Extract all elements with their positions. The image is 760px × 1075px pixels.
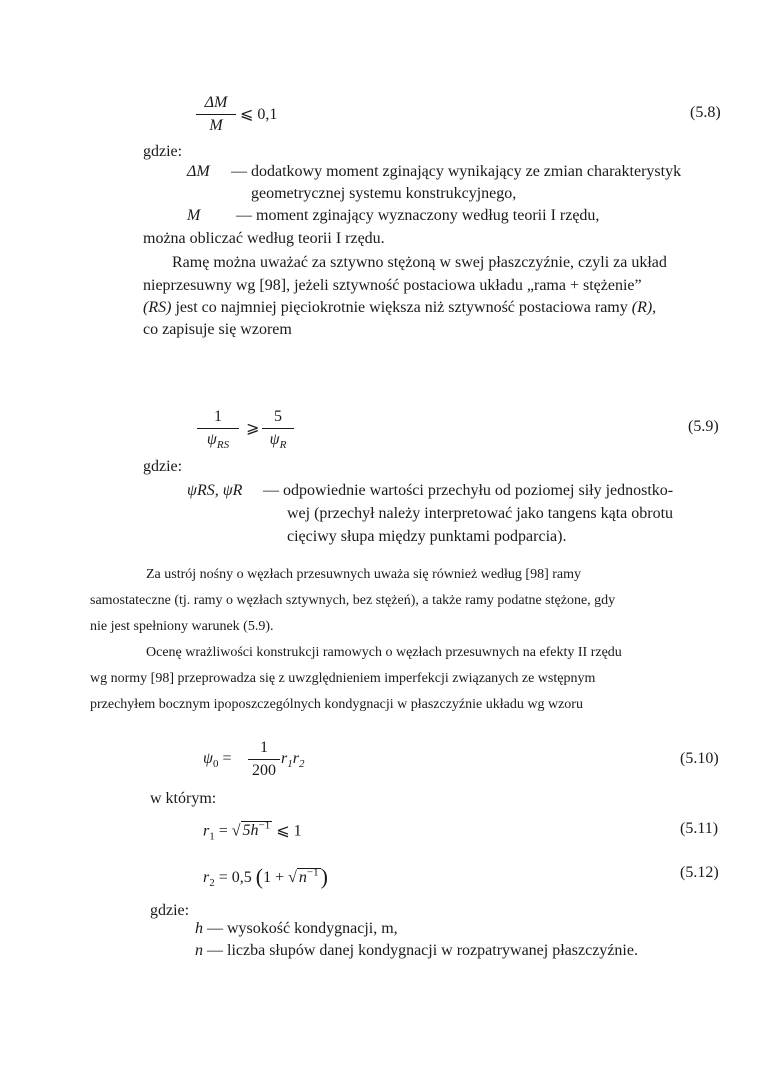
eq511-radicand (241, 820, 273, 840)
where3-label: gdzie: (150, 902, 190, 919)
para3-line3: przechyłem bocznym ipoposzczególnych kondygnacji w płaszczyźnie układu wg wzoru (90, 697, 583, 712)
para2-line1: Za ustrój nośny o węzłach przesuwnych uważa się również według [98] ramy (146, 567, 582, 582)
eq510-denominator: 200 (252, 762, 276, 779)
eq512-radicand (297, 867, 321, 887)
para1-line2: nieprzesuwny wg [98], jeżeli sztywność postaciowa układu „rama + stężenie” (143, 277, 642, 294)
para1-rs: (RS) (143, 299, 172, 316)
where1-dm-line1: — dodatkowy moment zginający wynikający ze zmian charakterystyk (231, 163, 682, 180)
eq510-lhs (203, 750, 231, 770)
eq512-rad-text: n (298, 869, 307, 886)
eq59-right-psi: ψ (269, 431, 280, 448)
where1-dm-symbol: ΔM (187, 163, 210, 180)
para3-line1: Ocenę wrażliwości konstrukcji ramowych o węzłach przesuwnych na efekty II rzędu (146, 645, 622, 660)
eq511-r: r (203, 822, 210, 840)
eq510-equals: = (222, 750, 232, 767)
eq59-right-denominator (262, 430, 294, 455)
where2-line1: — odpowiednie wartości przechyłu od poziomej siły jednostko- (263, 482, 674, 499)
para1-r: (R), (631, 299, 657, 316)
eq59-right-fraction (262, 407, 294, 455)
eq512-close-paren: ) (320, 864, 328, 889)
para1-line4: co zapisuje się wzorem (143, 321, 292, 338)
eq512-sub: 2 (209, 877, 215, 890)
para1-line3-text: jest co najmniej pięciokrotnie większa niż sztywność postaciowa ramy (171, 299, 632, 316)
eq512-equals: = (218, 869, 228, 886)
eq58-relation: ⩽ 0,1 (240, 106, 278, 123)
eq511-relation: ⩽ 1 (276, 822, 302, 840)
eq511-expression (203, 820, 302, 843)
where1-m-line: — moment zginający wyznaczony według teorii I rzędu, (236, 207, 600, 224)
eq59-right-bar (262, 428, 294, 429)
eq512-r: r (203, 869, 210, 886)
eq512-open-paren: ( (255, 864, 264, 889)
eq58-numerator: ΔM (204, 94, 228, 111)
eq510-number: (5.10) (680, 750, 719, 767)
eq512-coef: 0,5 (231, 869, 252, 886)
eq58-fraction-bar (196, 114, 236, 115)
para2-line3: nie jest spełniony warunek (5.9). (90, 619, 274, 634)
where2-line3: cięciwy słupa między punktami podparcia). (287, 528, 567, 545)
where3-n-symbol: n (195, 942, 203, 959)
eq512-one-plus: 1 + (263, 869, 285, 886)
eq510-r1: r (281, 750, 288, 767)
para1-line1: Ramę można uważać za sztywno stężoną w swej płaszczyźnie, czyli za układ (172, 254, 667, 271)
eq59-relation: ⩾ (246, 420, 260, 437)
eq58-fraction (196, 93, 236, 136)
eq511-rad-text: 5h (242, 822, 259, 840)
eq59-left-bar (197, 428, 239, 429)
eq59-left-psi: ψ (206, 431, 217, 448)
eq510-numerator: 1 (260, 739, 268, 756)
eq510-bar (248, 759, 280, 760)
where1-m-symbol: M (187, 207, 201, 224)
eq512-number: (5.12) (680, 864, 719, 881)
eq58-denominator: M (209, 117, 223, 134)
eq510-fraction (248, 738, 280, 781)
eq59-left-sub: RS (216, 439, 230, 452)
where3-n-line: — liczba słupów danej kondygnacji w rozpatrywanej płaszczyźnie. (207, 942, 638, 959)
eq58-number: (5.8) (690, 104, 721, 121)
where2-symbols: ψRS, ψR (187, 482, 243, 499)
where3-h-symbol: h (195, 920, 203, 937)
eq510-psi: ψ (203, 750, 213, 767)
w-ktorym-label: w którym: (150, 790, 217, 807)
eq512-rad-sup: −1 (306, 866, 319, 879)
eq511-rad-sup: −1 (258, 820, 271, 832)
eq59-left-numerator: 1 (214, 408, 222, 425)
para2-line2: samostateczne (tj. ramy o węzłach sztywnych, bez stężeń), a także ramy podatne stężone, gdy (90, 593, 616, 608)
where1-label: gdzie: (143, 143, 183, 160)
eq510-psi-sub: 0 (212, 758, 219, 771)
where3-h-line: — wysokość kondygnacji, m, (207, 920, 398, 937)
eq59-left-fraction (197, 407, 239, 455)
eq511-number: (5.11) (680, 820, 719, 837)
eq59-number: (5.9) (688, 418, 719, 435)
eq512-expression (203, 864, 328, 890)
eq59-left-denominator (197, 430, 239, 455)
eq510-rhs: $r_1r_2$ (281, 750, 305, 771)
where1-dm-line2: geometrycznej systemu konstrukcyjnego, (251, 185, 517, 202)
para3-line2: wg normy [98] przeprowadza się z uwzględnieniem imperfekcji związanych ze wstępnym (90, 671, 596, 686)
eq512-sqrt-sign: √ (288, 869, 297, 886)
eq59-right-sub: R (279, 439, 287, 452)
where2-label: gdzie: (143, 458, 183, 475)
where2-line2: wej (przechył należy interpretować jako tangens kąta obrotu (287, 505, 674, 522)
eq511-equals: = (218, 822, 228, 840)
para1-line3 (143, 299, 656, 317)
eq510-r2: r (292, 750, 299, 767)
where1-conclusion: można obliczać według teorii I rzędu. (143, 230, 385, 247)
eq511-sqrt-sign: √ (231, 822, 241, 840)
eq59-right-numerator: 5 (274, 408, 282, 425)
eq511-sub: 1 (209, 830, 215, 843)
